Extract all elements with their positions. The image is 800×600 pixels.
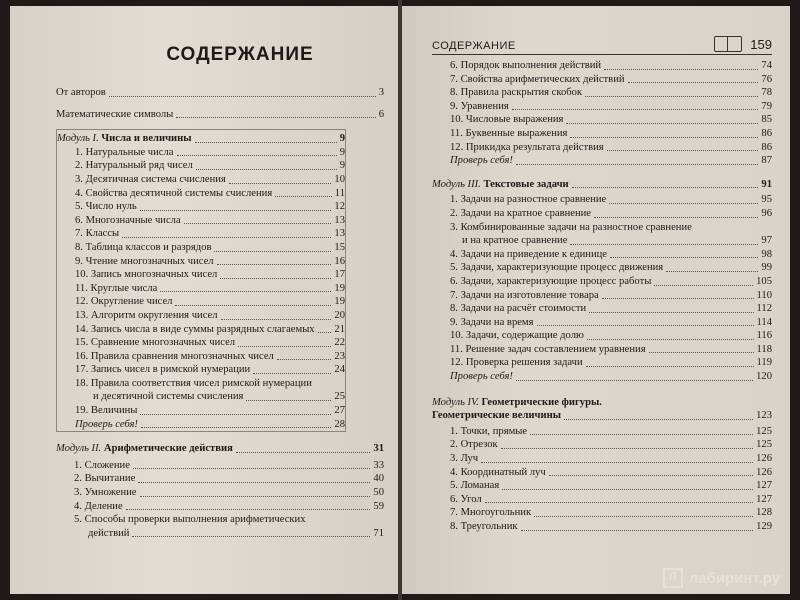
item-label: 15. Сравнение многозначных чисел	[75, 337, 236, 349]
item-label-line1: 18. Правила соответствия чисел римской нумерации	[75, 377, 312, 389]
item-label: 8. Треугольник	[450, 521, 518, 532]
item-page: 129	[756, 521, 772, 532]
item-page: 79	[761, 100, 772, 112]
right-page	[402, 6, 790, 594]
toc-item	[432, 127, 772, 141]
item-label: 8. Задачи на расчёт стоимости	[450, 303, 587, 315]
item-label: 12. Проверка решения задачи	[450, 357, 583, 369]
toc-item	[432, 193, 772, 207]
item-page: 114	[756, 316, 772, 328]
item-label: 7. Классы	[75, 228, 120, 240]
item-label: 1. Точки, прямые	[450, 425, 528, 437]
item-page: 19	[334, 296, 345, 308]
item-page: 25	[334, 391, 345, 403]
toc-item	[432, 73, 772, 87]
toc-item	[432, 113, 772, 127]
module-page: 9	[339, 133, 345, 145]
item-page: 20	[334, 309, 345, 321]
item-label: 7. Задачи на изготовление товара	[450, 289, 599, 301]
item-label: 4. Задачи на приведение к единице	[450, 248, 607, 260]
item-page: 76	[761, 73, 772, 85]
item-page: 13	[334, 228, 345, 240]
item-label: 2. Вычитание	[74, 473, 136, 485]
item-page: 33	[373, 459, 384, 471]
module3-heading	[432, 178, 772, 192]
item-page: 12	[334, 201, 345, 213]
item-page: 99	[761, 262, 772, 274]
running-header	[432, 28, 772, 55]
item-label: 2. Отрезок	[450, 439, 498, 451]
item-label: 9. Задачи на время	[450, 316, 534, 328]
item-page: 10	[334, 173, 345, 185]
item-label: 4. Свойства десятичной системы счисления	[75, 187, 273, 199]
item-label-line1: 5. Способы проверки выполнения арифметических	[74, 514, 306, 526]
toc-item	[57, 350, 345, 364]
item-label: 4. Деление	[74, 500, 123, 512]
item-page: 50	[373, 487, 384, 499]
toc-entry-authors	[56, 86, 384, 100]
item-label-line2: действий	[88, 527, 130, 539]
item-label: 3. Луч	[450, 453, 479, 465]
toc-item	[57, 323, 345, 337]
item-label: 1. Задачи на разностное сравнение	[450, 194, 607, 206]
toc-item	[56, 486, 384, 500]
toc-item	[57, 146, 345, 160]
item-label: 7. Многоугольник	[450, 507, 532, 519]
toc-item	[57, 173, 345, 187]
item-page: 17	[334, 269, 345, 281]
toc-item	[432, 520, 772, 534]
toc-item	[57, 295, 345, 309]
entry-page: 3	[378, 87, 384, 98]
item-page: 16	[334, 255, 345, 267]
watermark-text: лабиринт.ру	[688, 569, 780, 587]
module-prefix: Модуль II.	[56, 443, 102, 455]
item-page: 22	[334, 337, 345, 349]
item-page: 97	[761, 235, 772, 247]
toc-item	[432, 356, 772, 370]
check-page: 28	[334, 418, 345, 430]
item-label: 5. Задачи, характеризующие процесс движения	[450, 262, 664, 274]
item-label: 7. Свойства арифметических действий	[450, 73, 625, 85]
item-label: 5. Ломаная	[450, 480, 500, 492]
item-page: 126	[756, 466, 772, 478]
book-icon	[714, 36, 742, 52]
item-page: 85	[761, 114, 772, 126]
item-page: 27	[334, 405, 345, 417]
toc-item	[432, 329, 772, 343]
watermark	[663, 568, 780, 588]
toc-item	[57, 227, 345, 241]
toc-item	[57, 159, 345, 173]
item-page: 119	[756, 357, 772, 369]
module-page: 91	[761, 178, 772, 190]
item-page: 116	[756, 330, 772, 342]
item-page: 125	[756, 439, 772, 451]
page-number: 159	[750, 36, 772, 52]
toc-item	[432, 493, 772, 507]
item-page: 126	[756, 453, 772, 465]
module-prefix: Модуль I.	[57, 133, 99, 145]
item-label: 2. Задачи на кратное сравнение	[450, 207, 591, 219]
toc-entry-symbols	[56, 108, 384, 122]
module1-heading	[57, 132, 345, 146]
item-page: 125	[756, 425, 772, 437]
toc-item	[432, 275, 772, 289]
item-label: 2. Натуральный ряд чисел	[75, 160, 193, 172]
toc-item	[57, 214, 345, 228]
item-page: 127	[756, 493, 772, 505]
item-page: 23	[334, 350, 345, 362]
check-page: 87	[761, 155, 772, 167]
item-label-line1: 3. Комбинированные задачи на разностное сравнение	[450, 221, 692, 233]
toc-item-multiline	[432, 221, 772, 248]
toc-item	[432, 452, 772, 466]
item-label-line2: и на кратное сравнение	[462, 235, 568, 247]
item-label: 10. Запись многозначных чисел	[75, 269, 218, 281]
item-label: 3. Умножение	[74, 487, 137, 499]
toc-item	[432, 248, 772, 262]
item-page: 74	[761, 60, 772, 71]
item-label: 16. Правила сравнения многозначных чисел	[75, 350, 274, 362]
toc-item	[432, 207, 772, 221]
item-label: 8. Таблица классов и разрядов	[75, 241, 212, 253]
toc-item	[432, 438, 772, 452]
item-label: 9. Уравнения	[450, 100, 509, 112]
toc-item	[56, 500, 384, 514]
item-page: 118	[756, 343, 772, 355]
toc-item-multiline	[57, 377, 345, 404]
item-page: 112	[756, 303, 772, 315]
module-prefix: Модуль IV.	[432, 396, 479, 408]
item-page: 21	[334, 323, 345, 335]
toc-item	[432, 316, 772, 330]
item-page: 9	[339, 160, 345, 172]
item-label: 19. Величины	[75, 405, 138, 417]
module-title: Числа и величины	[101, 133, 192, 145]
item-label: 11. Буквенные выражения	[450, 127, 568, 139]
page-title: СОДЕРЖАНИЕ	[166, 44, 314, 65]
item-page: 96	[761, 207, 772, 219]
toc-item	[57, 241, 345, 255]
check-page: 120	[756, 371, 772, 383]
item-label: 1. Натуральные числа	[75, 146, 174, 158]
toc-item	[432, 261, 772, 275]
item-page: 40	[373, 473, 384, 485]
item-page: 110	[756, 289, 772, 301]
item-page: 86	[761, 127, 772, 139]
entry-label: От авторов	[56, 87, 106, 98]
module-page: 123	[756, 410, 772, 422]
check-label: Проверь себя!	[75, 418, 138, 430]
toc-item	[57, 268, 345, 282]
item-label: 17. Запись чисел в римской нумерации	[75, 364, 251, 376]
item-label-line2: и десятичной системы счисления	[93, 391, 244, 403]
item-page: 19	[334, 282, 345, 294]
toc-item	[57, 404, 345, 418]
item-page: 13	[334, 214, 345, 226]
left-page	[10, 6, 398, 594]
module-title: Текстовые задачи	[483, 178, 569, 190]
item-page: 59	[373, 500, 384, 512]
toc-right	[432, 59, 772, 534]
module1-box	[56, 129, 346, 432]
item-page: 15	[334, 241, 345, 253]
module-title-line1: Геометрические фигуры.	[481, 396, 602, 408]
toc-item	[432, 425, 772, 439]
toc-item-multiline	[56, 513, 384, 540]
item-label: 10. Задачи, содержащие долю	[450, 330, 584, 342]
item-label: 13. Алгоритм округления чисел	[75, 309, 218, 321]
item-label: 12. Прикидка результата действия	[450, 141, 604, 153]
module2-heading	[56, 442, 384, 456]
item-page: 11	[334, 187, 345, 199]
module-prefix: Модуль III.	[432, 178, 481, 190]
item-page: 71	[373, 527, 384, 539]
toc-item	[57, 363, 345, 377]
item-label: 11. Решение задач составлением уравнения	[450, 343, 646, 355]
toc-item	[57, 309, 345, 323]
check-yourself	[432, 154, 772, 168]
toc-item	[432, 59, 772, 73]
item-page: 86	[761, 141, 772, 153]
labirint-logo-icon: Л	[663, 568, 683, 588]
item-label: 14. Запись числа в виде суммы разрядных слагаемых	[75, 323, 315, 335]
toc-item	[432, 100, 772, 114]
toc-item	[432, 302, 772, 316]
check-label: Проверь себя!	[450, 155, 513, 167]
item-label: 11. Круглые числа	[75, 282, 158, 294]
item-page: 9	[339, 146, 345, 158]
item-label: 10. Числовые выражения	[450, 114, 564, 126]
item-page: 105	[756, 275, 772, 287]
check-yourself	[432, 370, 772, 384]
toc-item	[57, 282, 345, 296]
entry-page: 6	[378, 108, 384, 120]
entry-label: Математические символы	[56, 108, 174, 120]
toc-item	[57, 255, 345, 269]
toc-item	[432, 343, 772, 357]
item-label: 6. Задачи, характеризующие процесс работы	[450, 275, 652, 287]
module-page: 31	[373, 443, 384, 455]
toc-item	[56, 459, 384, 473]
check-yourself	[57, 418, 345, 432]
item-label: 6. Угол	[450, 493, 482, 505]
item-label: 6. Многозначные числа	[75, 214, 181, 226]
toc-item	[432, 466, 772, 480]
item-label: 5. Число нуль	[75, 201, 137, 213]
item-label: 1. Сложение	[74, 459, 130, 471]
item-page: 24	[334, 364, 345, 376]
item-label: 12. Округление чисел	[75, 296, 173, 308]
toc-left	[56, 86, 384, 540]
item-label: 3. Десятичная система счисления	[75, 173, 226, 185]
item-label: 9. Чтение многозначных чисел	[75, 255, 214, 267]
toc-item	[432, 141, 772, 155]
toc-item	[432, 289, 772, 303]
module-title: Арифметические действия	[103, 443, 233, 455]
toc-item	[57, 187, 345, 201]
toc-item	[57, 200, 345, 214]
toc-item	[432, 479, 772, 493]
toc-item	[432, 86, 772, 100]
item-page: 78	[761, 87, 772, 99]
toc-item	[57, 336, 345, 350]
module-title-line2: Геометрические величины	[432, 410, 561, 422]
toc-item	[432, 506, 772, 520]
item-label: 8. Правила раскрытия скобок	[450, 87, 583, 99]
item-label: 4. Координатный луч	[450, 466, 546, 478]
check-label: Проверь себя!	[450, 371, 513, 383]
running-head: СОДЕРЖАНИЕ	[432, 40, 516, 52]
item-label: 6. Порядок выполнения действий	[450, 60, 602, 71]
item-page: 128	[756, 507, 772, 519]
item-page: 127	[756, 480, 772, 492]
module4-heading	[432, 396, 772, 423]
item-page: 98	[761, 248, 772, 260]
toc-item	[56, 472, 384, 486]
item-page: 95	[761, 194, 772, 206]
